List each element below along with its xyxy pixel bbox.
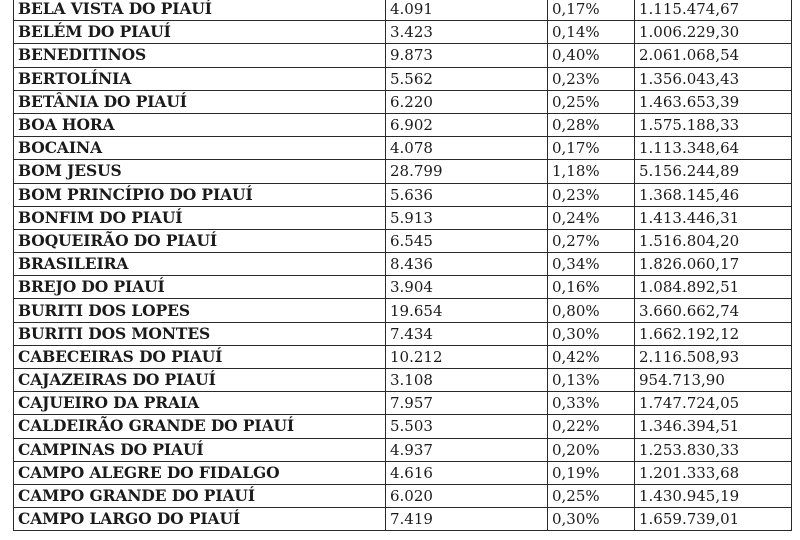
- percentage-cell: 0,17%: [548, 0, 635, 21]
- amount-cell: 1.575.188,33: [635, 113, 792, 136]
- percentage-cell: 0,34%: [548, 253, 635, 276]
- amount-cell: 1.516.804,20: [635, 229, 792, 252]
- population-cell: 8.436: [386, 253, 548, 276]
- table-row: [14, 137, 792, 160]
- table-row: [14, 508, 792, 531]
- percentage-cell: 0,16%: [548, 276, 635, 299]
- amount-cell: 1.659.739,01: [635, 508, 792, 531]
- municipality-name-cell: BURITI DOS MONTES: [14, 322, 386, 345]
- percentage-cell: 0,28%: [548, 113, 635, 136]
- municipality-name-cell: CAMPINAS DO PIAUÍ: [14, 438, 386, 461]
- population-cell: 5.913: [386, 206, 548, 229]
- percentage-cell: 0,30%: [548, 322, 635, 345]
- municipality-name-cell: CAJUEIRO DA PRAIA: [14, 392, 386, 415]
- table-body: [14, 0, 792, 531]
- municipality-name-cell: BONFIM DO PIAUÍ: [14, 206, 386, 229]
- amount-cell: 3.660.662,74: [635, 299, 792, 322]
- municipality-table-container: [13, 0, 791, 531]
- population-cell: 4.937: [386, 438, 548, 461]
- percentage-cell: 0,40%: [548, 44, 635, 67]
- percentage-cell: 0,22%: [548, 415, 635, 438]
- amount-cell: 1.826.060,17: [635, 253, 792, 276]
- municipality-name-cell: CALDEIRÃO GRANDE DO PIAUÍ: [14, 415, 386, 438]
- table-row: [14, 113, 792, 136]
- amount-cell: 1.113.348,64: [635, 137, 792, 160]
- percentage-cell: 0,13%: [548, 369, 635, 392]
- table-row: [14, 90, 792, 113]
- amount-cell: 1.356.043,43: [635, 67, 792, 90]
- table-row: [14, 322, 792, 345]
- municipality-name-cell: CAMPO ALEGRE DO FIDALGO: [14, 461, 386, 484]
- municipality-name-cell: BELA VISTA DO PIAUÍ: [14, 0, 386, 21]
- population-cell: 7.434: [386, 322, 548, 345]
- population-cell: 6.902: [386, 113, 548, 136]
- table-row: [14, 253, 792, 276]
- population-cell: 6.020: [386, 484, 548, 507]
- percentage-cell: 0,30%: [548, 508, 635, 531]
- amount-cell: 1.201.333,68: [635, 461, 792, 484]
- amount-cell: 1.430.945,19: [635, 484, 792, 507]
- municipality-name-cell: BOM PRINCÍPIO DO PIAUÍ: [14, 183, 386, 206]
- amount-cell: 1.747.724,05: [635, 392, 792, 415]
- table-row: [14, 0, 792, 21]
- table-row: [14, 438, 792, 461]
- population-cell: 5.562: [386, 67, 548, 90]
- municipality-name-cell: CAMPO LARGO DO PIAUÍ: [14, 508, 386, 531]
- percentage-cell: 0,19%: [548, 461, 635, 484]
- percentage-cell: 1,18%: [548, 160, 635, 183]
- population-cell: 7.419: [386, 508, 548, 531]
- amount-cell: 954.713,90: [635, 369, 792, 392]
- table-row: [14, 67, 792, 90]
- amount-cell: 1.084.892,51: [635, 276, 792, 299]
- table-row: [14, 183, 792, 206]
- percentage-cell: 0,25%: [548, 90, 635, 113]
- municipality-name-cell: BOCAINA: [14, 137, 386, 160]
- population-cell: 4.091: [386, 0, 548, 21]
- municipality-name-cell: CAJAZEIRAS DO PIAUÍ: [14, 369, 386, 392]
- table-row: [14, 229, 792, 252]
- population-cell: 6.545: [386, 229, 548, 252]
- population-cell: 19.654: [386, 299, 548, 322]
- population-cell: 4.078: [386, 137, 548, 160]
- table-row: [14, 392, 792, 415]
- table-row: [14, 276, 792, 299]
- municipality-name-cell: BURITI DOS LOPES: [14, 299, 386, 322]
- amount-cell: 1.413.446,31: [635, 206, 792, 229]
- municipality-name-cell: BETÂNIA DO PIAUÍ: [14, 90, 386, 113]
- municipality-name-cell: BELÉM DO PIAUÍ: [14, 21, 386, 44]
- population-cell: 5.503: [386, 415, 548, 438]
- percentage-cell: 0,14%: [548, 21, 635, 44]
- percentage-cell: 0,24%: [548, 206, 635, 229]
- percentage-cell: 0,23%: [548, 183, 635, 206]
- amount-cell: 2.116.508,93: [635, 345, 792, 368]
- municipality-name-cell: BENEDITINOS: [14, 44, 386, 67]
- population-cell: 28.799: [386, 160, 548, 183]
- municipality-name-cell: CABECEIRAS DO PIAUÍ: [14, 345, 386, 368]
- amount-cell: 1.662.192,12: [635, 322, 792, 345]
- amount-cell: 1.253.830,33: [635, 438, 792, 461]
- table-row: [14, 461, 792, 484]
- amount-cell: 1.346.394,51: [635, 415, 792, 438]
- table-row: [14, 160, 792, 183]
- table-row: [14, 21, 792, 44]
- table-row: [14, 44, 792, 67]
- percentage-cell: 0,42%: [548, 345, 635, 368]
- amount-cell: 1.115.474,67: [635, 0, 792, 21]
- municipality-name-cell: BERTOLÍNIA: [14, 67, 386, 90]
- population-cell: 3.423: [386, 21, 548, 44]
- population-cell: 7.957: [386, 392, 548, 415]
- table-row: [14, 415, 792, 438]
- municipality-name-cell: BOA HORA: [14, 113, 386, 136]
- population-cell: 9.873: [386, 44, 548, 67]
- municipality-name-cell: BREJO DO PIAUÍ: [14, 276, 386, 299]
- amount-cell: 1.006.229,30: [635, 21, 792, 44]
- population-cell: 4.616: [386, 461, 548, 484]
- amount-cell: 1.463.653,39: [635, 90, 792, 113]
- table-row: [14, 345, 792, 368]
- municipality-name-cell: BOM JESUS: [14, 160, 386, 183]
- municipality-name-cell: CAMPO GRANDE DO PIAUÍ: [14, 484, 386, 507]
- table-row: [14, 484, 792, 507]
- population-cell: 5.636: [386, 183, 548, 206]
- percentage-cell: 0,27%: [548, 229, 635, 252]
- amount-cell: 1.368.145,46: [635, 183, 792, 206]
- population-cell: 6.220: [386, 90, 548, 113]
- percentage-cell: 0,20%: [548, 438, 635, 461]
- table-row: [14, 369, 792, 392]
- table-row: [14, 299, 792, 322]
- table-row: [14, 206, 792, 229]
- population-cell: 3.108: [386, 369, 548, 392]
- population-cell: 10.212: [386, 345, 548, 368]
- amount-cell: 5.156.244,89: [635, 160, 792, 183]
- percentage-cell: 0,80%: [548, 299, 635, 322]
- percentage-cell: 0,23%: [548, 67, 635, 90]
- municipality-table: [13, 0, 792, 531]
- percentage-cell: 0,33%: [548, 392, 635, 415]
- percentage-cell: 0,25%: [548, 484, 635, 507]
- municipality-name-cell: BOQUEIRÃO DO PIAUÍ: [14, 229, 386, 252]
- amount-cell: 2.061.068,54: [635, 44, 792, 67]
- percentage-cell: 0,17%: [548, 137, 635, 160]
- population-cell: 3.904: [386, 276, 548, 299]
- municipality-name-cell: BRASILEIRA: [14, 253, 386, 276]
